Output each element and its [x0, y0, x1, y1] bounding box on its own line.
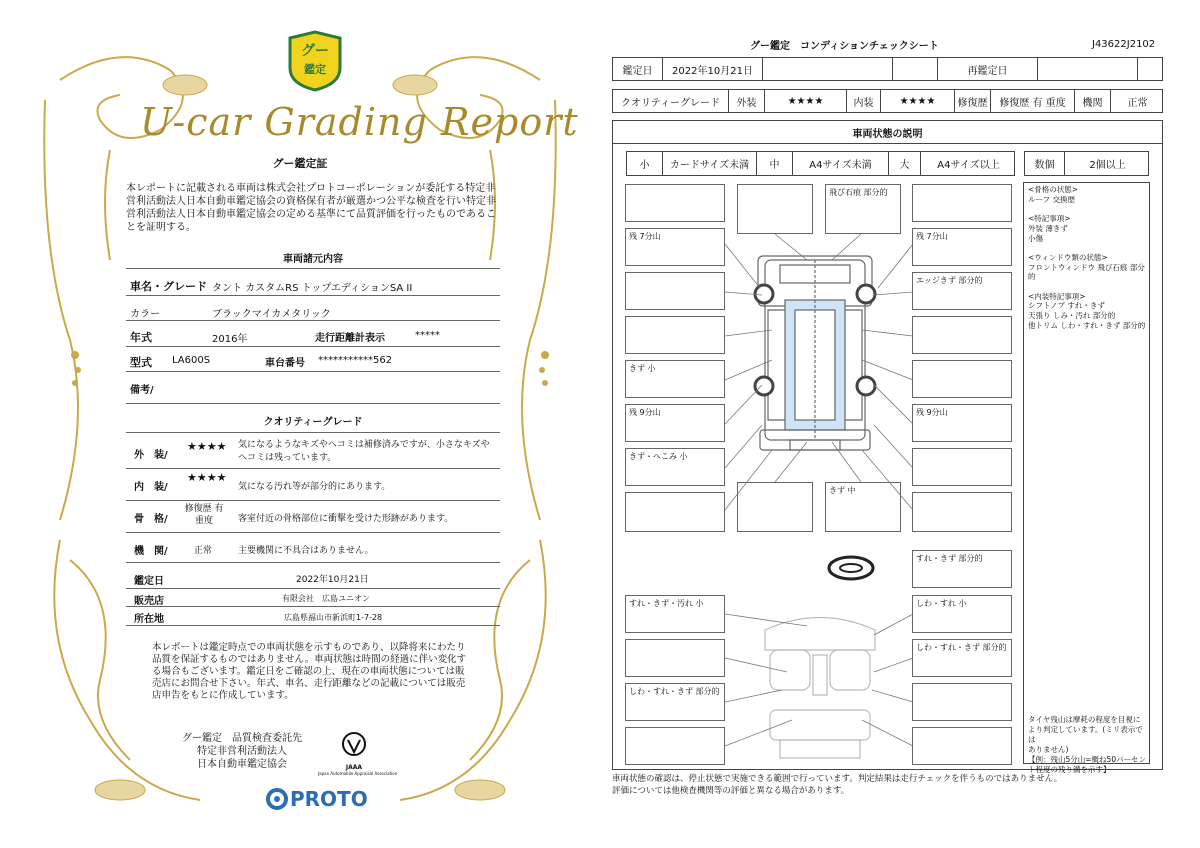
redate-label: 再鑑定日: [938, 58, 1038, 80]
date-label: 鑑定日: [613, 58, 663, 80]
model-label: 型式: [130, 356, 152, 369]
divider: [126, 606, 500, 607]
tire-note-line: タイヤ残山は摩耗の程度を目視に: [1028, 715, 1141, 724]
damage-size-legend: [626, 151, 1015, 176]
vehicle-name-value: タント カスタムRS トップエディションSA II: [212, 283, 413, 294]
repair-history-value: 修復歴 有 重度: [991, 90, 1075, 112]
exterior-description: 気になるようなキズやヘコミは補修済みですが、小さなキズやヘコミは残っています。: [238, 440, 490, 463]
count-legend: [1024, 151, 1149, 176]
divider: [126, 346, 500, 347]
divider: [126, 295, 500, 296]
damage-box-ext-l7: きず・へこみ 小: [625, 448, 725, 486]
odometer-value: *****: [415, 330, 440, 341]
chassis-label: 車台番号: [265, 358, 305, 369]
certificate-subtitle: グー鑑定証: [272, 157, 328, 170]
interior-stars: ★★★★: [881, 90, 955, 112]
count-value: 2個以上: [1089, 160, 1126, 171]
note-line: <骨格の状態>: [1028, 185, 1079, 194]
legend-large-label: 大: [889, 152, 921, 175]
sheet-footer-2: 評価については他検査機関等の評価と異なる場合があります。: [612, 786, 850, 796]
divider: [126, 532, 500, 533]
note-line: <特記事項>: [1028, 214, 1071, 224]
notes-column: [1023, 182, 1150, 774]
sheet-document-id: J43622J2102: [1092, 39, 1156, 50]
exterior-stars: ★★★★: [765, 90, 847, 112]
exterior-stars: ★★★★: [187, 440, 227, 453]
jaaa-logo: [318, 730, 398, 778]
note-line: 他トリム しわ・すれ・きず 部分的: [1028, 320, 1146, 330]
divider: [126, 468, 500, 469]
quality-grade-label: クオリティーグレード: [613, 90, 729, 112]
frame-description: 客室付近の骨格部位に衝撃を受けた形跡があります。: [238, 514, 454, 524]
date-empty-cell: [763, 58, 893, 80]
divider: [126, 588, 500, 589]
proto-logo-text: PROTO: [290, 787, 368, 811]
specs-heading: 車両諸元内容: [283, 254, 343, 265]
jaaa-logo-text: JAAA: [345, 764, 363, 771]
note-line: <ウィンドウ類の状態>: [1028, 252, 1108, 262]
count-label: 数個: [1025, 152, 1065, 175]
color-value: ブラックマイカメタリック: [212, 309, 331, 320]
repair-history-label: 修復歴: [955, 90, 991, 112]
engine-description: 主要機関に不具合はありません。: [238, 546, 374, 556]
damage-box-ext-r6: 残 9分山: [912, 404, 1012, 442]
interior-description: 気になる汚れ等が部分的にあります。: [238, 482, 391, 492]
proto-logo: [266, 786, 368, 812]
commission-line-2: 特定非営利活動法人: [197, 746, 287, 757]
engine-label: 機 関/: [134, 546, 168, 557]
divider: [126, 625, 500, 626]
legend-small-desc: カードサイズ未満: [663, 152, 757, 175]
note-line: [1028, 243, 1149, 253]
damage-box-ext-r3: エッジきず 部分的: [912, 272, 1012, 310]
commission-block: [172, 732, 312, 771]
legend-medium-desc: A4サイズ未満: [793, 152, 889, 175]
interior-leader-lines: [612, 590, 1024, 770]
frame-value: 修復歴 有 重度: [184, 504, 224, 526]
certificate-disclaimer: 本レポートは鑑定時点での車両状態を示すものであり、以降将来にわたり品質を保証するものではありません。車両状態は時間の経過に伴い変化する場合もございます。鑑定日をご確認の上、現在の車両状態については販売店にお問合せ下さい。年式、車名、走行距離などの記載については販売店申告をもとに作成しています。: [152, 642, 467, 701]
note-line: [1028, 282, 1149, 292]
note-line: <内装特記事項>: [1028, 291, 1086, 301]
damage-box-ext-l6: 残 9分山: [625, 404, 725, 442]
note-line: 小傷: [1028, 233, 1043, 243]
appraisal-date-value: 2022年10月21日: [296, 575, 369, 585]
engine-value: 正常: [1127, 97, 1148, 109]
commission-line-1: グー鑑定 品質検査委託先: [182, 733, 302, 744]
note-line: シフトノブ すれ・きず: [1028, 301, 1105, 311]
damage-box-ext-l5: きず 小: [625, 360, 725, 398]
steering-wheel-icon: [826, 554, 876, 582]
damage-box-ext-tc: 飛び石痕 部分的: [825, 184, 901, 234]
engine-value: 正常: [194, 546, 213, 556]
certificate-title: U-car Grading Report: [140, 100, 579, 144]
divider: [126, 500, 500, 501]
divider: [126, 320, 500, 321]
address-value: 広島県福山市新浜町1-7-28: [284, 613, 383, 622]
damage-box-ext-r2: 残 7分山: [912, 228, 1012, 266]
exterior-label: 外装: [729, 90, 765, 112]
damage-box-int-steer: すれ・きず 部分的: [912, 550, 1012, 588]
certificate-intro: 本レポートに記載される車両は株式会社プロトコーポレーションが委託する特定非営利活動法人日本自動車鑑定協会の資格保有者が厳選かつ公平な検査を行い特定非営利活動法人日本自動車鑑定協会の定める基準にて品質評価を行ったものであることを証明する。: [126, 183, 496, 233]
damage-box-int-r2: しわ・すれ・きず 部分的: [912, 639, 1012, 677]
tire-note-line: より判定しています。(ミリ表示では: [1028, 725, 1143, 744]
interior-label: 内装: [847, 90, 881, 112]
date-value: 2022年10月21日: [663, 58, 763, 80]
proto-logo-icon: [266, 788, 288, 810]
divider: [126, 371, 500, 372]
tire-note: [1028, 715, 1149, 775]
section-title: 車両状態の説明: [613, 121, 1162, 144]
badge-text-top: グー: [301, 43, 329, 59]
legend-medium-label: 中: [757, 152, 793, 175]
date-empty-cell: [893, 58, 938, 80]
goo-appraisal-badge: [286, 30, 344, 92]
color-label: カラー: [130, 309, 160, 320]
damage-box-ext-l2: 残 7分山: [625, 228, 725, 266]
badge-text-bottom: 鑑定: [304, 63, 326, 76]
interior-label: 内 装/: [134, 482, 168, 493]
note-line: 天張り しみ・汚れ 部分的: [1028, 311, 1116, 321]
exterior-leader-lines: [612, 180, 1024, 540]
damage-box-int-r1: しわ・すれ 小: [912, 595, 1012, 633]
divider: [126, 403, 500, 404]
frame-label: 骨 格/: [134, 514, 168, 525]
legend-small-label: 小: [627, 152, 663, 175]
exterior-label: 外 装/: [134, 450, 168, 461]
engine-label: 機関: [1075, 90, 1111, 112]
sheet-title: グー鑑定 コンディションチェックシート: [750, 41, 939, 52]
commission-line-3: 日本自動車鑑定協会: [197, 759, 287, 770]
note-line: フロントウィンドウ 飛び石痕 部分的: [1028, 262, 1145, 282]
notes-label: 備考/: [130, 385, 154, 396]
divider: [126, 268, 500, 269]
year-label: 年式: [130, 331, 152, 344]
notes-list: [1028, 185, 1149, 331]
model-value: LA600S: [172, 355, 211, 366]
dealer-label: 販売店: [134, 596, 164, 607]
damage-box-int-l1: すれ・きず・汚れ 小: [625, 595, 725, 633]
jaaa-logo-subtitle: Japan Automobile Appraisal Association: [318, 771, 398, 776]
vehicle-name-label: 車名・グレード: [130, 280, 207, 293]
chassis-value: ***********562: [318, 355, 393, 366]
quality-grade-row: [612, 89, 1163, 113]
odometer-label: 走行距離計表示: [315, 333, 385, 344]
legend-large-desc: A4サイズ以上: [937, 160, 1000, 171]
note-line: 外装 薄きず: [1028, 223, 1068, 233]
redate-value: [1038, 58, 1138, 80]
grade-heading: クオリティーグレード: [263, 417, 363, 428]
damage-box-int-l3: しわ・すれ・きず 部分的: [625, 683, 725, 721]
appraisal-date-row: [612, 57, 1163, 81]
address-label: 所在地: [134, 614, 164, 625]
dealer-value: 有限会社 広島ユニオン: [282, 594, 370, 603]
divider: [126, 562, 500, 563]
tire-note-line: 【例：残山5分山=概ね50パーセン: [1028, 755, 1146, 764]
interior-stars: ★★★★: [187, 471, 227, 484]
tire-note-line: ありません): [1028, 745, 1069, 754]
note-line: [1028, 204, 1149, 214]
note-line: ルーフ 交換歴: [1028, 194, 1076, 204]
sheet-footer-1: 車両状態の確認は、停止状態で実施できる範囲で行っています。判定結果は走行チェックを伴うものではありません。: [612, 774, 1063, 784]
divider: [126, 432, 500, 433]
tire-note-line: ト程度の残り溝を示す】: [1028, 765, 1111, 774]
damage-box-ext-bc: きず 中: [825, 482, 901, 532]
appraisal-date-label: 鑑定日: [134, 576, 164, 587]
year-value: 2016年: [212, 334, 248, 345]
